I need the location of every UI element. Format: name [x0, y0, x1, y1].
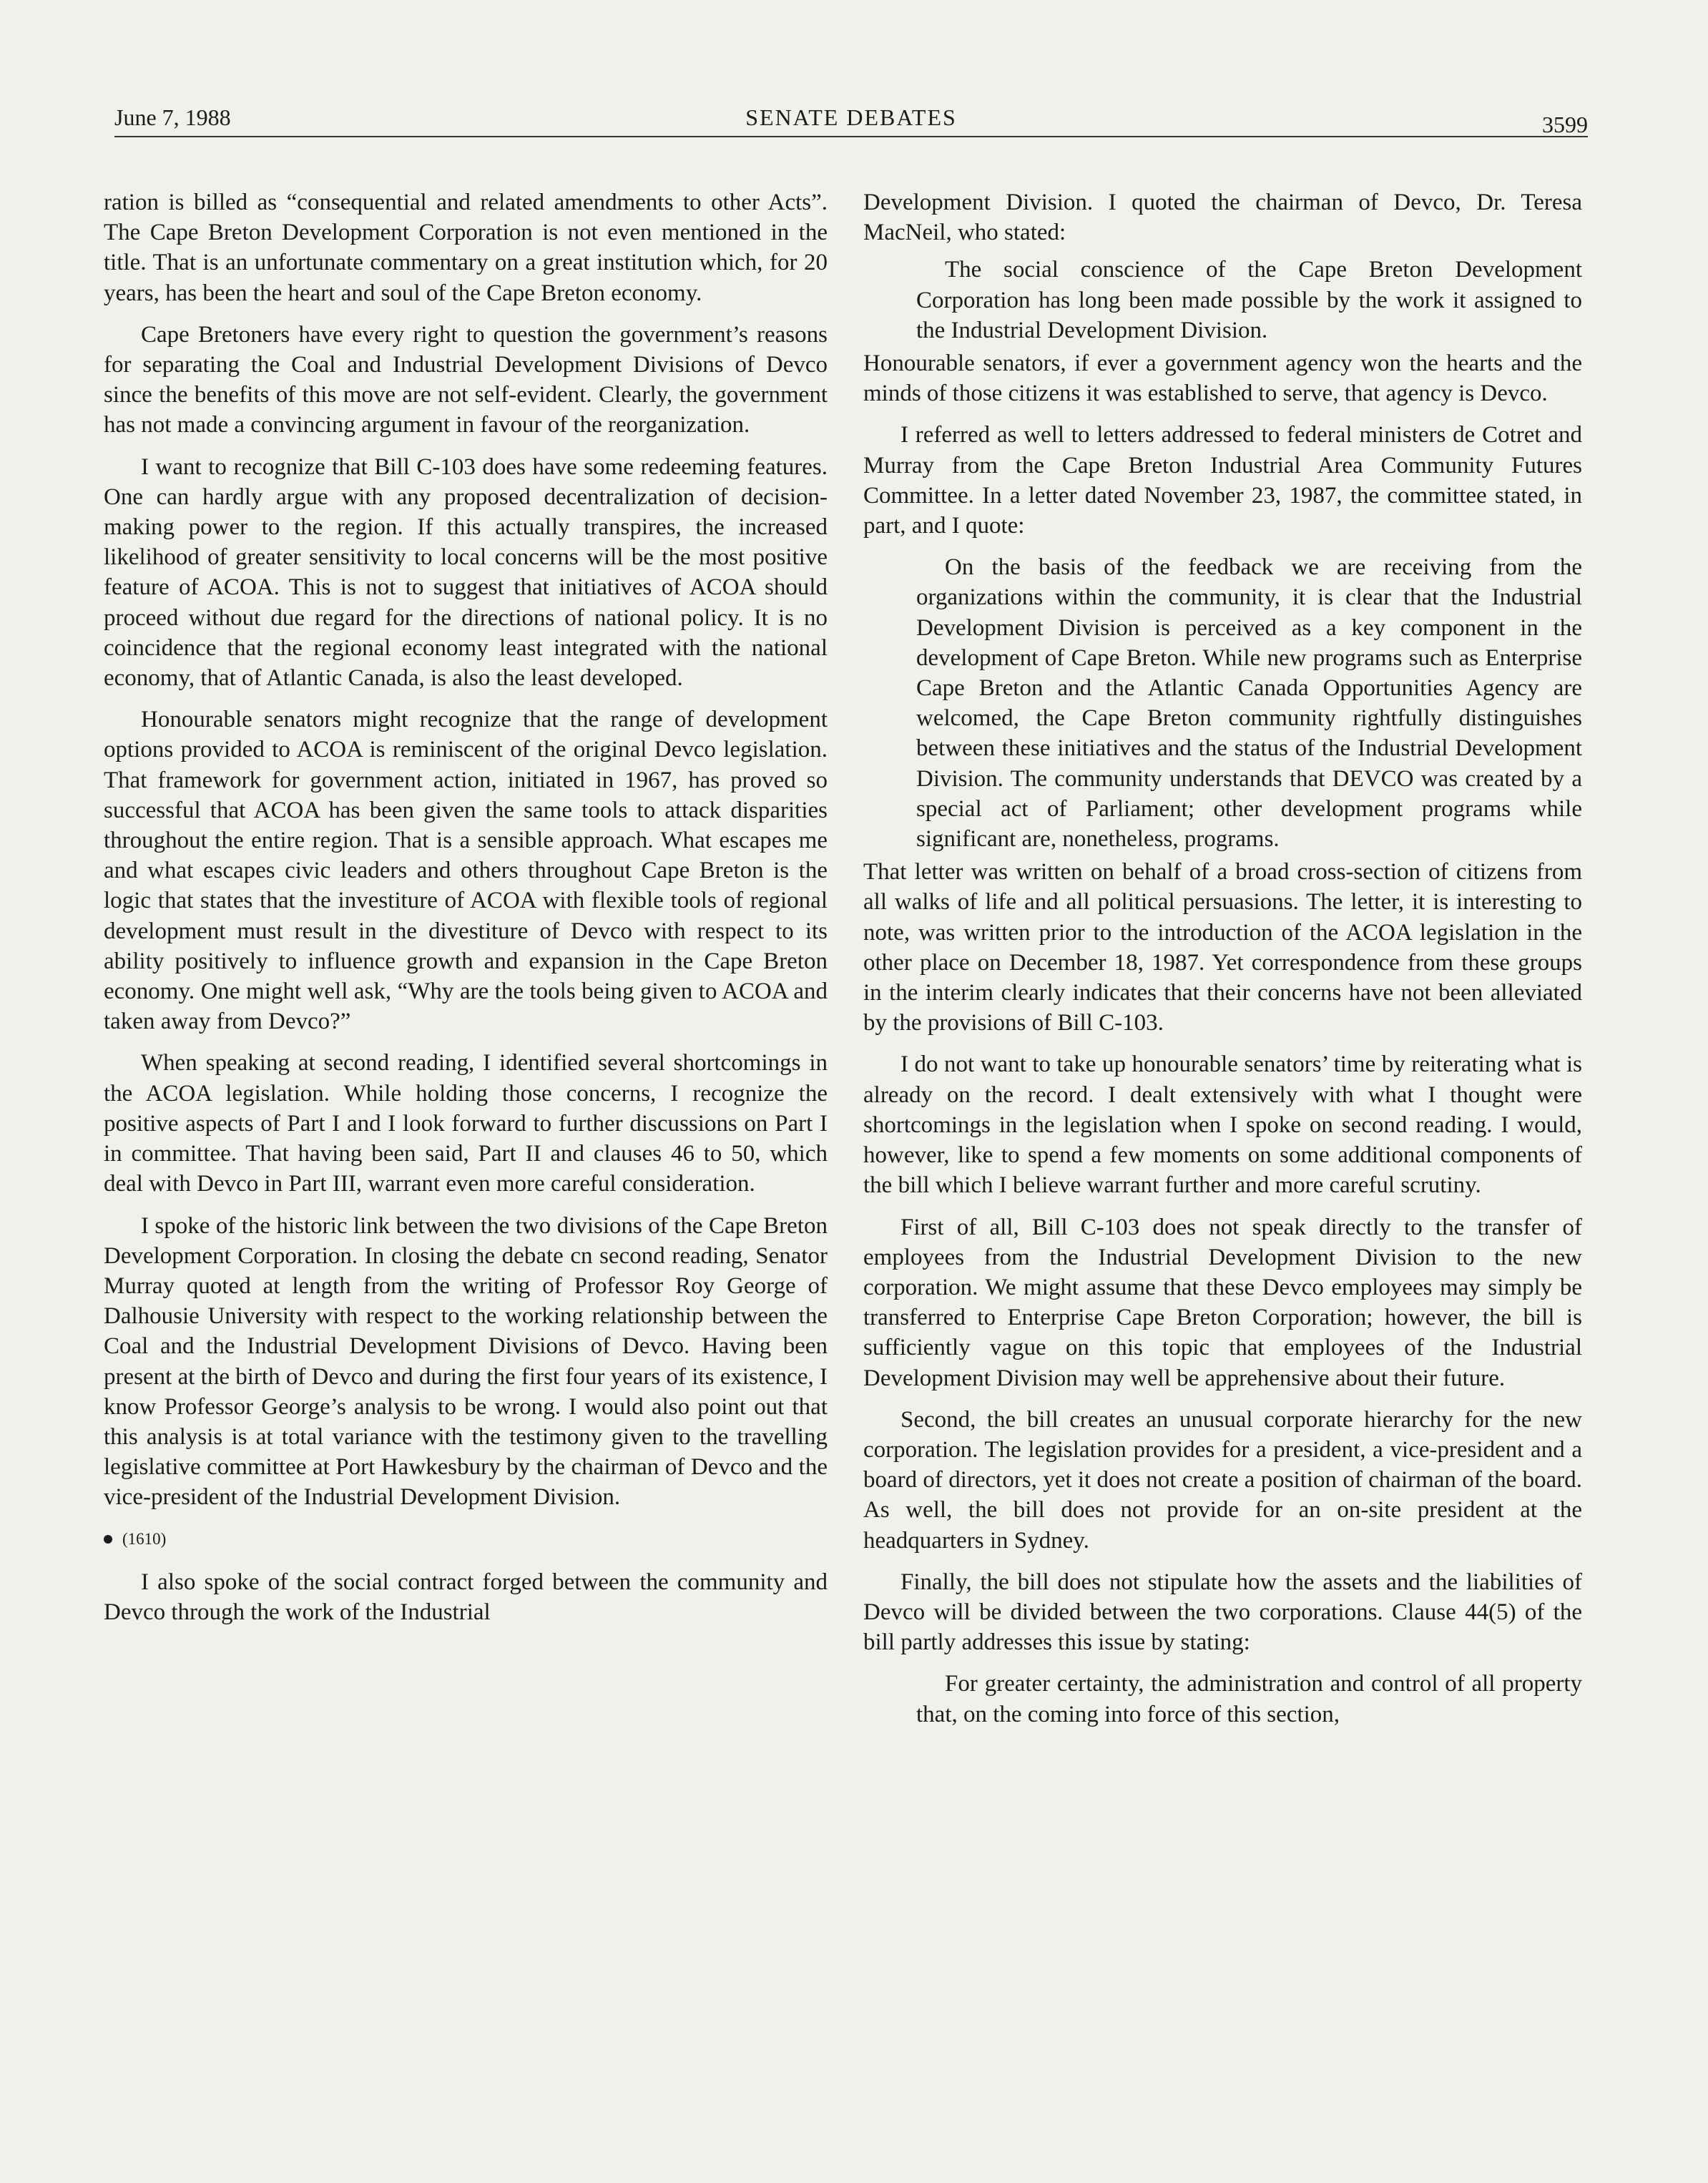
paragraph: Cape Bretoners have every right to question the government’s reasons for separating the Coal and Industrial Development Divisions of Devco since the benefits of this move are not self-evident. Clearly, the government has not made a convincing argument in favour of the reorganization.: [104, 321, 828, 438]
paragraph: Honourable senators might recognize that the range of development options provided to ACOA is reminiscent of the original Devco legislation. That framework for government action, initiated in 1967, has proved so successful that ACOA has been given the same tools to attack disparities throughout the entire region. That is a sensible approach. What escapes me and what escapes civic leaders and others throughout Cape Breton is the logic that states that the investiture of ACOA with flexible tools of regional development must result in the divestiture of Devco with respect to its ability positively to influence growth and expansion in the Cape Breton economy. One might well ask, “Why are the tools being given to ACOA and taken away from Devco?”: [104, 707, 828, 1035]
right-column: [863, 187, 1582, 1741]
paragraph: Honourable senators, if ever a government agency won the hearts and the minds of those citizens it was established to serve, that agency is Devco.: [863, 350, 1582, 407]
paragraph: Second, the bill creates an unusual corporate hierarchy for the new corporation. The legislation provides for a president, a vice-president and a board of directors, yet it does not create a position of chairman of the board. As well, the bill does not provide for an on-site president at the headquarters in Sydney.: [863, 1406, 1582, 1554]
page-number: 3599: [1542, 112, 1588, 137]
header-date: June 7, 1988: [114, 104, 231, 130]
header-title: SENATE DEBATES: [745, 104, 957, 130]
time-marker-label: (1610): [122, 1529, 167, 1548]
paragraph: First of all, Bill C-103 does not speak directly to the transfer of employees from the Industrial Development Division to the new corporation. We might assume that these Devco employees may simply be transferred to Enterprise Cape Breton Corporation; however, the bill is sufficiently vague on this topic that employees of the Industrial Development Division may well be apprehensive about their future.: [863, 1214, 1582, 1391]
paragraph: I also spoke of the social contract forged between the community and Devco through the work of the Industrial: [104, 1569, 828, 1625]
left-column: [104, 187, 828, 1639]
paragraph: That letter was written on behalf of a broad cross-section of citizens from all walks of life and all political persuasions. The letter, it is interesting to note, was written prior to the introduction of the ACOA legislation in the other place on December 18, 1987. Yet correspondence from these groups in the interim clearly indicates that their concerns have not been alleviated by the provisions of Bill C-103.: [863, 859, 1582, 1036]
paragraph: ration is billed as “consequential and related amendments to other Acts”. The Cape Breton Development Corporation is not even mentioned in the title. That is an unfortunate commentary on a great institution which, for 20 years, has been the heart and soul of the Cape Breton economy.: [104, 190, 828, 306]
page-header: [114, 104, 1588, 137]
block-quote: For greater certainty, the administration and control of all property that, on the coming into force of this section,: [916, 1671, 1582, 1727]
time-marker: [104, 1524, 828, 1554]
paragraph: When speaking at second reading, I identified several shortcomings in the ACOA legislation. While holding those concerns, I recognize the positive aspects of Part I and I look forward to further discussions on Part I in committee. That having been said, Part II and clauses 46 to 50, which deal with Devco in Part III, warrant even more careful consideration.: [104, 1050, 828, 1197]
bullet-icon: [104, 1535, 112, 1544]
paragraph: I want to recognize that Bill C-103 does have some redeeming features. One can hardly argue with any proposed decentralization of decision-making power to the region. If this actually transpires, the increased likelihood of greater sensitivity to local concerns will be the most positive feature of ACOA. This is not to suggest that initiatives of ACOA should proceed without due regard for the directions of national policy. It is no coincidence that the regional economy least integrated with the national economy, that of Atlantic Canada, is also the least developed.: [104, 453, 828, 692]
block-quote: The social conscience of the Cape Breton Development Corporation has long been made possible by the work it assigned to the Industrial Development Division.: [916, 257, 1582, 343]
paragraph: I spoke of the historic link between the two divisions of the Cape Breton Development Corporation. In closing the debate cn second reading, Senator Murray quoted at length from the writing of Professor Roy George of Dalhousie University with respect to the working relationship between the Coal and the Industrial Development Divisions of Devco. Having been present at the birth of Devco and during the first four years of its existence, I know Professor George’s analysis to be wrong. I would also point out that this analysis is at total variance with the testimony given to the travelling legislative committee at Port Hawkesbury by the chairman of Devco and the vice-president of the Industrial Development Division.: [104, 1212, 828, 1511]
block-quote: On the basis of the feedback we are receiving from the organizations within the community, it is clear that the Industrial Development Division is perceived as a key component in the development of Cape Breton. While new programs such as Enterprise Cape Breton and the Atlantic Canada Opportunities Agency are welcomed, the Cape Breton community rightfully distinguishes between these initiatives and the status of the Industrial Development Division. The community understands that DEVCO was created by a special act of Parliament; other development programs while significant are, nonetheless, programs.: [916, 554, 1582, 853]
paragraph: Finally, the bill does not stipulate how the assets and the liabilities of Devco will be divided between the two corporations. Clause 44(5) of the bill partly addresses this issue by stating:: [863, 1569, 1582, 1656]
paragraph: I do not want to take up honourable senators’ time by reiterating what is already on the record. I dealt extensively with what I thought were shortcomings in the legislation when I spoke on second reading. I would, however, like to spend a few moments on some additional components of the bill which I believe warrant further and more careful scrutiny.: [863, 1051, 1582, 1199]
paragraph: I referred as well to letters addressed to federal ministers de Cotret and Murray from the Cape Breton Industrial Area Community Futures Committee. In a letter dated November 23, 1987, the committee stated, in part, and I quote:: [863, 422, 1582, 539]
paragraph: Development Division. I quoted the chairman of Devco, Dr. Teresa MacNeil, who stated:: [863, 190, 1582, 246]
